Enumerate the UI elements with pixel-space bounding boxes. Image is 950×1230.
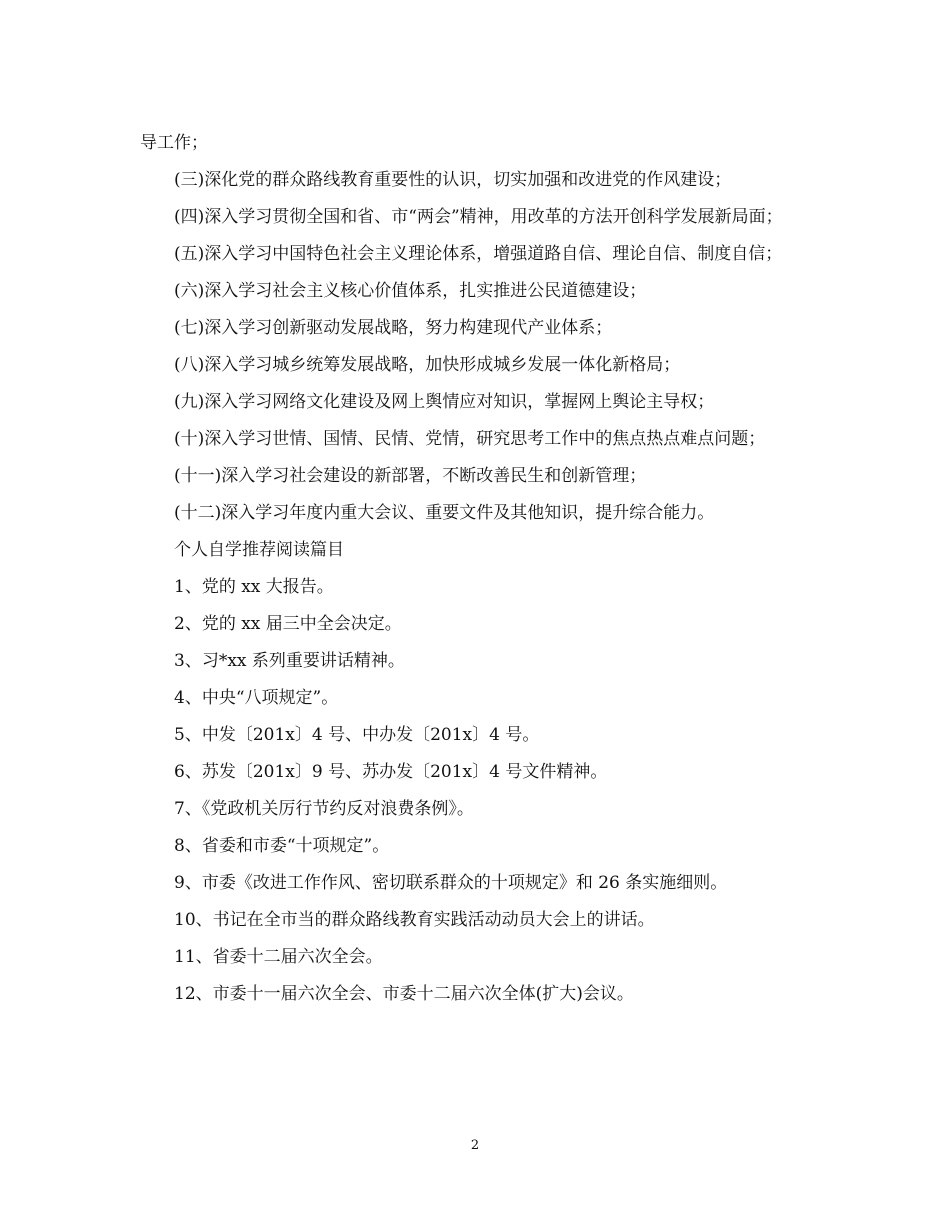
reading-list-item: 6、苏发〔201x〕9 号、苏办发〔201x〕4 号文件精神。	[174, 762, 608, 782]
reading-list-item: 1、党的 xx 大报告。	[174, 577, 334, 597]
reading-list-item: 4、中央“八项规定”。	[174, 688, 339, 708]
reading-list-item: 5、中发〔201x〕4 号、中办发〔201x〕4 号。	[174, 725, 540, 745]
paragraph-continuation: 导工作；	[140, 133, 208, 153]
paragraph-item-7: (七)深入学习创新驱动发展战略，努力构建现代产业体系；	[174, 318, 613, 338]
reading-list-item: 10、书记在全市当的群众路线教育实践活动动员大会上的讲话。	[174, 910, 655, 930]
reading-list-item: 11、省委十二届六次全会。	[174, 947, 383, 967]
paragraph-item-12: (十二)深入学习年度内重大会议、重要文件及其他知识，提升综合能力。	[174, 503, 715, 523]
paragraph-item-9: (九)深入学习网络文化建设及网上舆情应对知识，掌握网上舆论主导权；	[174, 392, 715, 412]
document-body	[140, 125, 820, 1013]
reading-list-item: 7、《党政机关厉行节约反对浪费条例》。	[174, 799, 474, 819]
reading-list-title: 个人自学推荐阅读篇目	[174, 540, 344, 560]
reading-list-item: 12、市委十一届六次全会、市委十二届六次全体(扩大)会议。	[174, 984, 634, 1004]
paragraph-item-6: (六)深入学习社会主义核心价值体系，扎实推进公民道德建设；	[174, 281, 647, 301]
reading-list-item: 3、习*xx 系列重要讲话精神。	[174, 651, 405, 671]
reading-list-item: 2、党的 xx 届三中全会决定。	[174, 614, 402, 634]
paragraph-item-4: (四)深入学习贯彻全国和省、市“两会”精神，用改革的方法开创科学发展新局面；	[174, 207, 783, 227]
paragraph-item-5: (五)深入学习中国特色社会主义理论体系，增强道路自信、理论自信、制度自信；	[174, 244, 783, 264]
paragraph-item-3: (三)深化党的群众路线教育重要性的认识，切实加强和改进党的作风建设；	[174, 170, 732, 190]
reading-list-item: 9、市委《改进工作作风、密切联系群众的十项规定》和 26 条实施细则。	[174, 873, 728, 893]
page-number: 2	[470, 1138, 480, 1153]
paragraph-item-10: (十)深入学习世情、国情、民情、党情，研究思考工作中的焦点热点难点问题；	[174, 429, 766, 449]
paragraph-item-11: (十一)深入学习社会建设的新部署，不断改善民生和创新管理；	[174, 466, 647, 486]
paragraph-item-8: (八)深入学习城乡统筹发展战略，加快形成城乡发展一体化新格局；	[174, 355, 681, 375]
reading-list-item: 8、省委和市委“十项规定”。	[174, 836, 390, 856]
